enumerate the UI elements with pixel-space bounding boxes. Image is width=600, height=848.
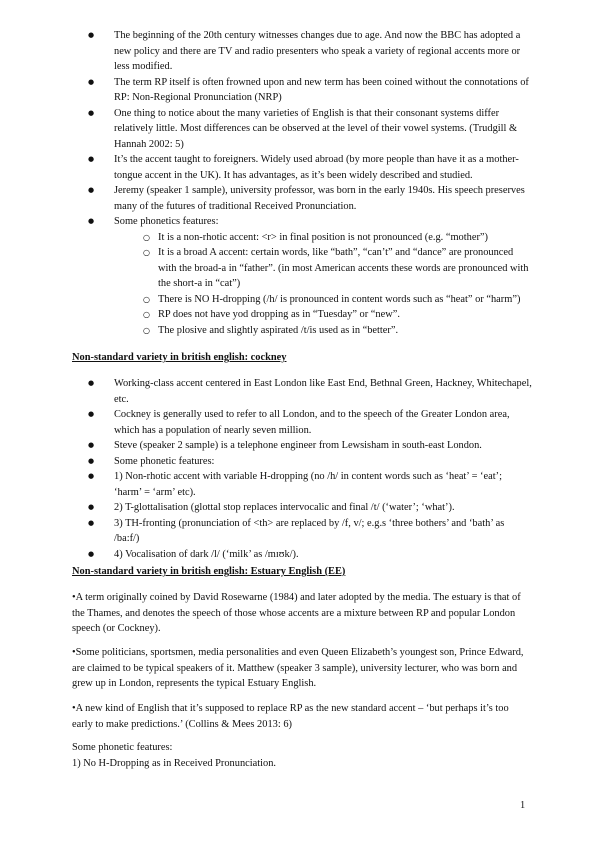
sublist-item: ○ It is a non-rhotic accent: <r> in final position is not pronounced (e.g. “mother”)	[143, 230, 532, 246]
estuary-paragraph: •A new kind of English that it’s supposed to replace RP as the new standard accent – ‘but perhaps it’s too early to make predictions.’ (Collins & Mees 2013: 6)	[72, 703, 509, 730]
sublist-item: ○ There is NO H-dropping (/h/ is pronounced in content words such as “heat” or “harm”)	[143, 292, 532, 308]
list-item: ● One thing to notice about the many varieties of English is that their consonant systems differ relatively little. Most differences can be observed at the level of their vowel systems. (Trudgill & Hannah 2002: 5)	[72, 106, 532, 153]
rp-bullet-list	[72, 28, 600, 338]
cockney-heading: Non-standard variety in british english: cockney	[72, 352, 287, 363]
list-item: ● 4) Vocalisation of dark /l/ (‘milk’ as /mɪʊk/).	[72, 547, 532, 563]
sublist-item: ○ It is a broad A accent: certain words, like “bath”, “can’t” and “dance” are pronounced with the broad-a in “father”. (in most American accents these words are pronounced with the short-a in “cat”)	[143, 245, 532, 292]
list-item-with-sublist	[72, 214, 532, 338]
list-item: ● Some phonetic features:	[72, 454, 532, 470]
list-item-label: Some phonetics features:	[114, 216, 219, 227]
list-item: ● 1) Non-rhotic accent with variable H-dropping (no /h/ in content words such as ‘heat’ = ‘eat’; ‘harm’ = ‘arm’ etc).	[72, 469, 532, 500]
list-item: ● Cockney is generally used to refer to all London, and to the speech of the Greater London area, which has a population of nearly seven million.	[72, 407, 532, 438]
rp-features-sublist	[114, 230, 532, 339]
list-item: ● The beginning of the 20th century witnesses changes due to age. And now the BBC has adopted a new policy and there are TV and radio presenters who speak a variety of regional accents more or less modified.	[72, 28, 532, 75]
phonetic-features-label: Some phonetic features:	[72, 742, 173, 753]
list-item: ● It’s the accent taught to foreigners. Widely used abroad (by more people than have it as a mother-tongue accent in the UK). It has advantages, as it’s been widely described and studied.	[72, 152, 532, 183]
phonetic-feature-line: 1) No H-Dropping as in Received Pronunciation.	[72, 758, 277, 769]
list-item: ● The term RP itself is often frowned upon and new term has been coined without the connotations of RP: Non-Regional Pronunciation (NRP)	[72, 75, 532, 106]
list-item: ● Jeremy (speaker 1 sample), university professor, was born in the early 1940s. His speech preserves many of the futures of traditional Received Pronunciation.	[72, 183, 532, 214]
cockney-bullet-list	[72, 376, 600, 562]
estuary-heading: Non-standard variety in british english: Estuary English (EE)	[72, 566, 346, 577]
list-item: ● Working-class accent centered in East London like East End, Bethnal Green, Hackney, Whitechapel, etc.	[72, 376, 532, 407]
estuary-paragraph: •Some politicians, sportsmen, media personalities and even Queen Elizabeth’s youngest son, Prince Edward, are claimed to be typical speakers of it. Matthew (speaker 3 sample), university lecturer, who was born and grew up in London, represents the typical Estuary English.	[72, 647, 524, 689]
estuary-paragraph: •A term originally coined by David Rosewarne (1984) and later adopted by the media. The estuary is that of the Thames, and denotes the speech of those whose accents are a mixture between RP and popular London speech (or Cockney).	[72, 592, 521, 634]
list-item: ● 3) TH-fronting (pronunciation of <th> are replaced by /f, v/; e.g.s ‘three bothers’ and ‘bath’ as /ba:f/)	[72, 516, 532, 547]
sublist-item: ○ The plosive and slightly aspirated /t/is used as in “better”.	[143, 323, 532, 339]
page-number: 1	[520, 800, 526, 811]
list-item: ● 2) T-glottalisation (glottal stop replaces intervocalic and final /t/ (‘water’; ‘what’).	[72, 500, 532, 516]
list-item: ● Steve (speaker 2 sample) is a telephone engineer from Lewsisham in south-east London.	[72, 438, 532, 454]
sublist-item: ○ RP does not have yod dropping as in “Tuesday” or “new”.	[143, 307, 532, 323]
